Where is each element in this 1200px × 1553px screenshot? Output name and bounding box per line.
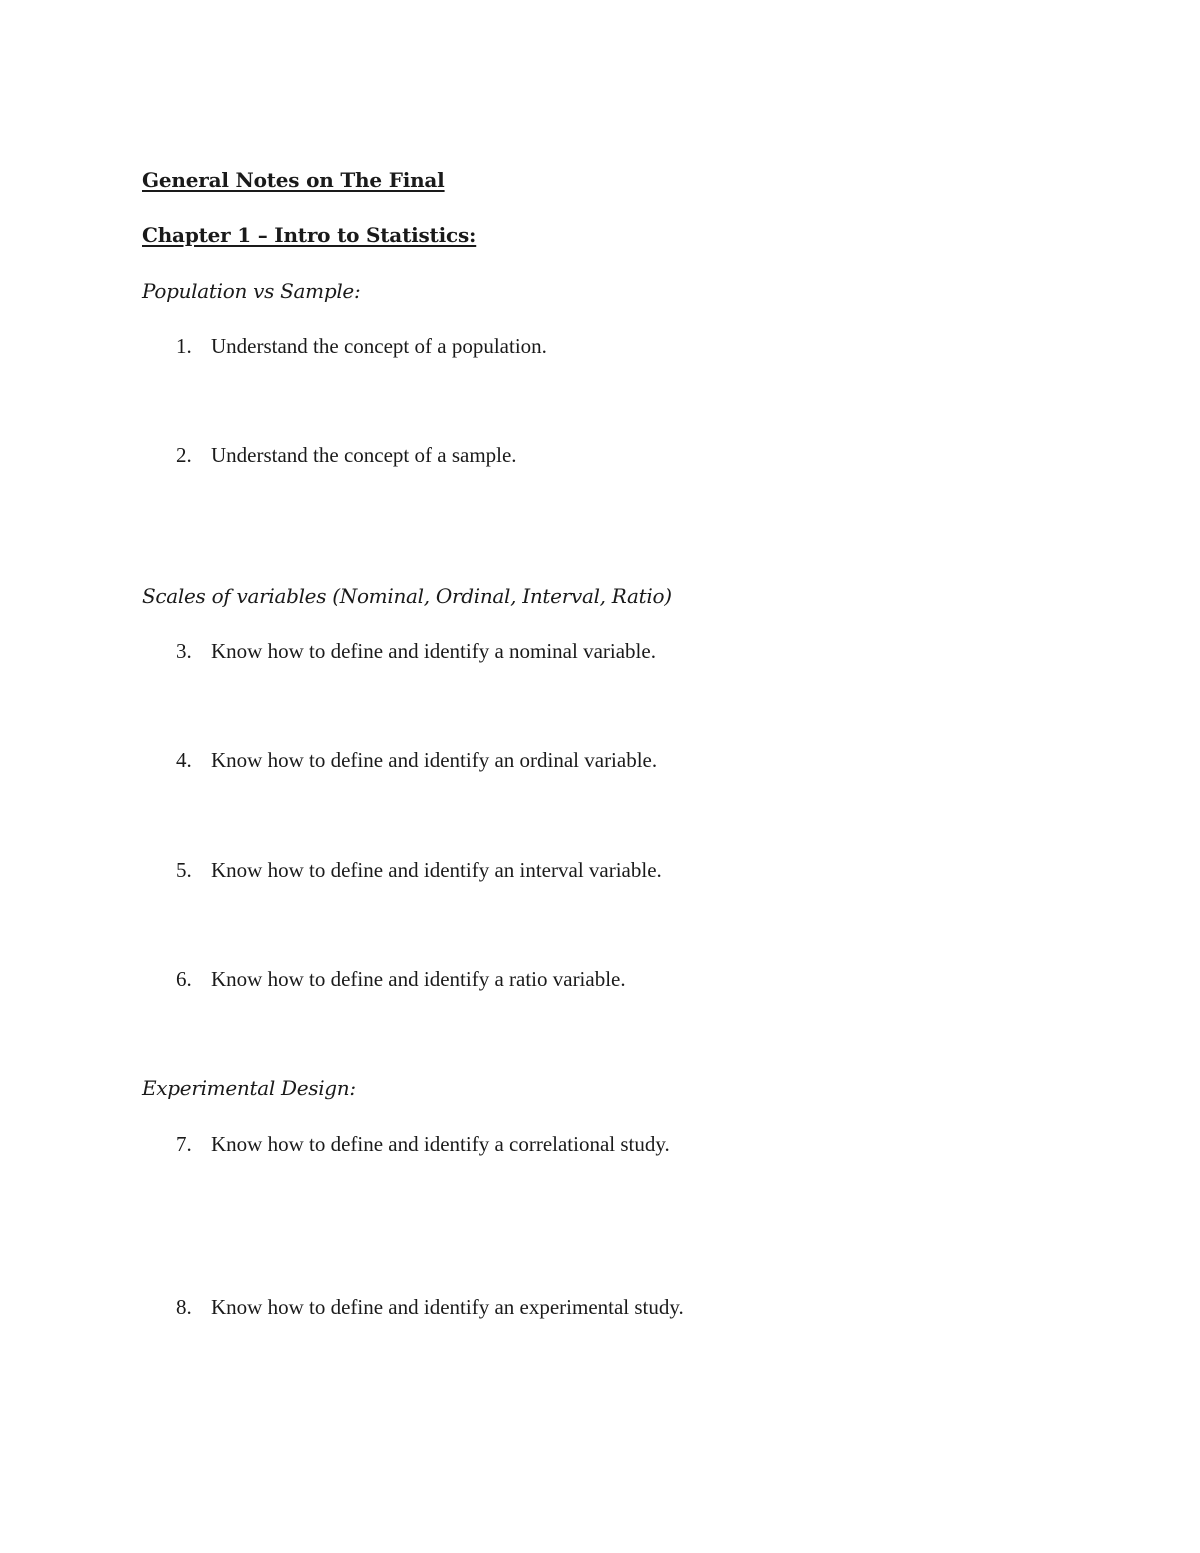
- list-item-number: 2.: [176, 443, 192, 467]
- list-item-number: 3.: [176, 639, 192, 663]
- chapter-heading: Chapter 1 – Intro to Statistics:: [142, 223, 477, 247]
- list-item-number: 7.: [176, 1132, 192, 1156]
- list-item-text: Know how to define and identify an ordinal variable.: [211, 748, 658, 772]
- section-heading-population-vs-sample: Population vs Sample:: [142, 279, 361, 303]
- section-heading-experimental-design: Experimental Design:: [142, 1076, 356, 1100]
- list-item-number: 6.: [176, 967, 192, 991]
- list-item-number: 5.: [176, 858, 192, 882]
- list-item-number: 8.: [176, 1295, 192, 1319]
- list-item-text: Know how to define and identify a nominal variable.: [211, 639, 656, 663]
- list-item-text: Understand the concept of a sample.: [211, 443, 517, 467]
- list-item-text: Understand the concept of a population.: [211, 334, 547, 358]
- list-item-text: Know how to define and identify a correlational study.: [211, 1132, 670, 1156]
- list-item-number: 1.: [176, 334, 192, 358]
- section-heading-scales-of-variables: Scales of variables (Nominal, Ordinal, Interval, Ratio): [142, 584, 672, 608]
- document-title: General Notes on The Final: [142, 168, 445, 192]
- list-item-text: Know how to define and identify an experimental study.: [211, 1295, 684, 1319]
- list-item-text: Know how to define and identify a ratio variable.: [211, 967, 626, 991]
- list-item-text: Know how to define and identify an interval variable.: [211, 858, 662, 882]
- list-item-number: 4.: [176, 748, 192, 772]
